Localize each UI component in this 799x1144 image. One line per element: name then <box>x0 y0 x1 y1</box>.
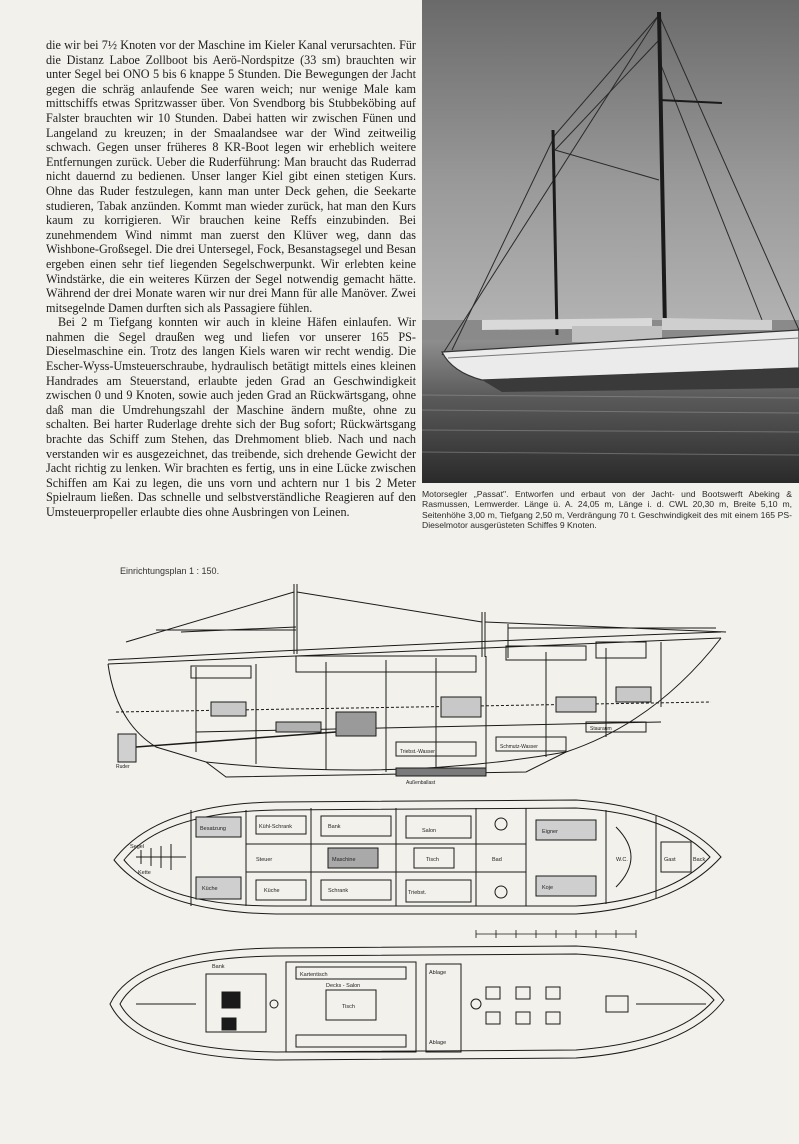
deck-plan-labels <box>212 964 446 1046</box>
label-crew: Besatzung <box>200 826 226 832</box>
label-owner: Eigner <box>542 829 558 835</box>
label-galley: Küche <box>264 888 280 894</box>
label-deck-table: Tisch <box>342 1004 355 1010</box>
interior-plan-drawing <box>114 800 721 914</box>
label-fridge: Kühl-Schrank <box>259 824 293 830</box>
label-helm: Steuer <box>256 857 273 863</box>
label-chart-table: Kartentisch <box>300 972 328 978</box>
label-deck-bench: Bank <box>212 964 225 970</box>
label-rudder: Ruder <box>116 764 130 770</box>
label-kitchen: Küche <box>202 886 218 892</box>
label-fuel-tank: Triebst.-Wasser <box>400 749 435 755</box>
label-sail-locker: Segel <box>130 844 145 850</box>
label-wc: W.C. <box>616 857 628 863</box>
article-paragraph-1: die wir bei 7½ Knoten vor der Maschine im Kieler Kanal verursachten. Für die Distanz Laboe Zollboot bis Aerö-Nordspitze (33 sm) brauchten wir unter Segel bei ONO 5 bis 6 knappe 5 Stunden. Die Bewegungen der Jacht gegen die schräg anlaufende See waren weich; nur wenige Male kam mittschiffs etwas Spritzwasser über. Von Svendborg bis Stubbeköbing auf Falster brauchten wir 10 Stunden. Dabei hatten wir zwischen Fünen und Langeland zu kreuzen; in der Smaalandsee war der Wind zeitweilig schwach. Gegen unser früheres 8 KR-Boot legen wir erheblich weitere Entfernungen zurück. Ueber die Ruderführung: Man braucht das Ruderrad nicht dauernd zu bedienen. Unser langer Kiel gibt einen stetigen Kurs. Ohne das Ruder festzulegen, kann man unter Deck gehen, die Seekarte studieren, Tabak anzünden. Kommt man wieder zurück, hat man den Kurs kaum zu korrigieren. Wir brauchen keine Reffs einzubinden. Bei zunehmendem Wind nimmt man zuerst den Klüver weg, dann das Wishbone-Großsegel. Die drei Untersegel, Fock, Besanstagsegel und Besan ergeben einen sehr tief liegenden Segelschwerpunkt. Wir erlebten keine Windstärke, die ein weiteres Kürzen der Segel notwendig gemacht hätte. Während der drei Monate waren wir nur drei Mann für alle Manöver. Zwei mitsegelnde Damen durften sich als Passagiere fühlen. <box>46 38 416 315</box>
label-shelf: Ablage <box>429 970 447 976</box>
label-salon: Salon <box>422 828 437 834</box>
label-berth: Koje <box>542 885 554 891</box>
article-text-column <box>46 38 416 520</box>
label-waste-tank: Schmutz-Wasser <box>500 744 538 750</box>
label-deck-salon: Decks - Salon <box>326 983 361 989</box>
label-storage: Stauraum <box>590 726 612 732</box>
dimension-scale <box>476 930 636 938</box>
article-paragraph-2: Bei 2 m Tiefgang konnten wir auch in kleine Häfen einlaufen. Wir nahmen die Segel draußen weg und liefen vor unserer 165 PS-Dieselmaschine ein. Trotz des langen Kiels waren wir recht wendig. Die Escher-Wyss-Umsteuerschraube, hydraulisch betätigt mittels eines kleinen Handrades am Steuerstand, erlaubte jeden Grad an Geschwindigkeit zwischen 0 und 9 Knoten, sowie auch jeden Grad an Rückwärtsgang, ohne daß man die Umdrehungszahl der Maschine ändern mußte, ohne zu schalten. Bei harter Ruderlage drehte sich der Bug sofort; Rückwärtsgang brachte das Schiff zum Stehen, das Drehmoment blieb. Nach und nach verstanden wir es ausgezeichnet, das treibende, sich drehende Gewicht der Jacht richtig zu lenken. Wir brachten es fertig, uns in eine Lücke zwischen Schiffen am Kai zu legen, die uns vorn und achtern nur 1 bis 2 Meter Spielraum ließen. Das schnelle und selbstverständliche Reagieren auf den Umsteuerpropeller erlaubte dies ohne Ausbringen von Leinen. <box>46 315 416 519</box>
photo-caption: Motorsegler „Passat". Entworfen und erbaut von der Jacht- und Bootswerft Abeking & Rasmussen, Lemwerder. Länge ü. A. 24,05 m, Länge i. d. CWL 20,30 m, Breite 5,10 m, Seitenhöhe 3,00 m, Tiefgang 2,50 m, Verdrängung 70 t. Geschwindigkeit des mit einem 165 PS-Dieselmotor ausgerüsteten Schiffes 9 Knoten. <box>422 489 792 531</box>
label-bench: Bank <box>328 824 341 830</box>
label-bath: Bad <box>492 857 502 863</box>
label-table: Tisch <box>426 857 439 863</box>
label-shelf-2: Ablage <box>429 1040 447 1046</box>
label-forecastle: Back <box>693 857 706 863</box>
label-cupboard: Schrank <box>328 888 349 894</box>
label-engine: Maschine <box>332 857 356 863</box>
label-fuel: Triebst. <box>408 890 427 896</box>
label-ballast: Außenballast <box>406 780 436 786</box>
label-chain-locker: Kette <box>138 870 151 876</box>
plan-scale-label: Einrichtungsplan 1 : 150. <box>120 566 220 576</box>
label-guest: Gast <box>664 857 676 863</box>
deck-plan-drawing <box>110 946 724 1060</box>
yacht-photo <box>422 0 799 483</box>
yacht-plans <box>96 572 736 1132</box>
